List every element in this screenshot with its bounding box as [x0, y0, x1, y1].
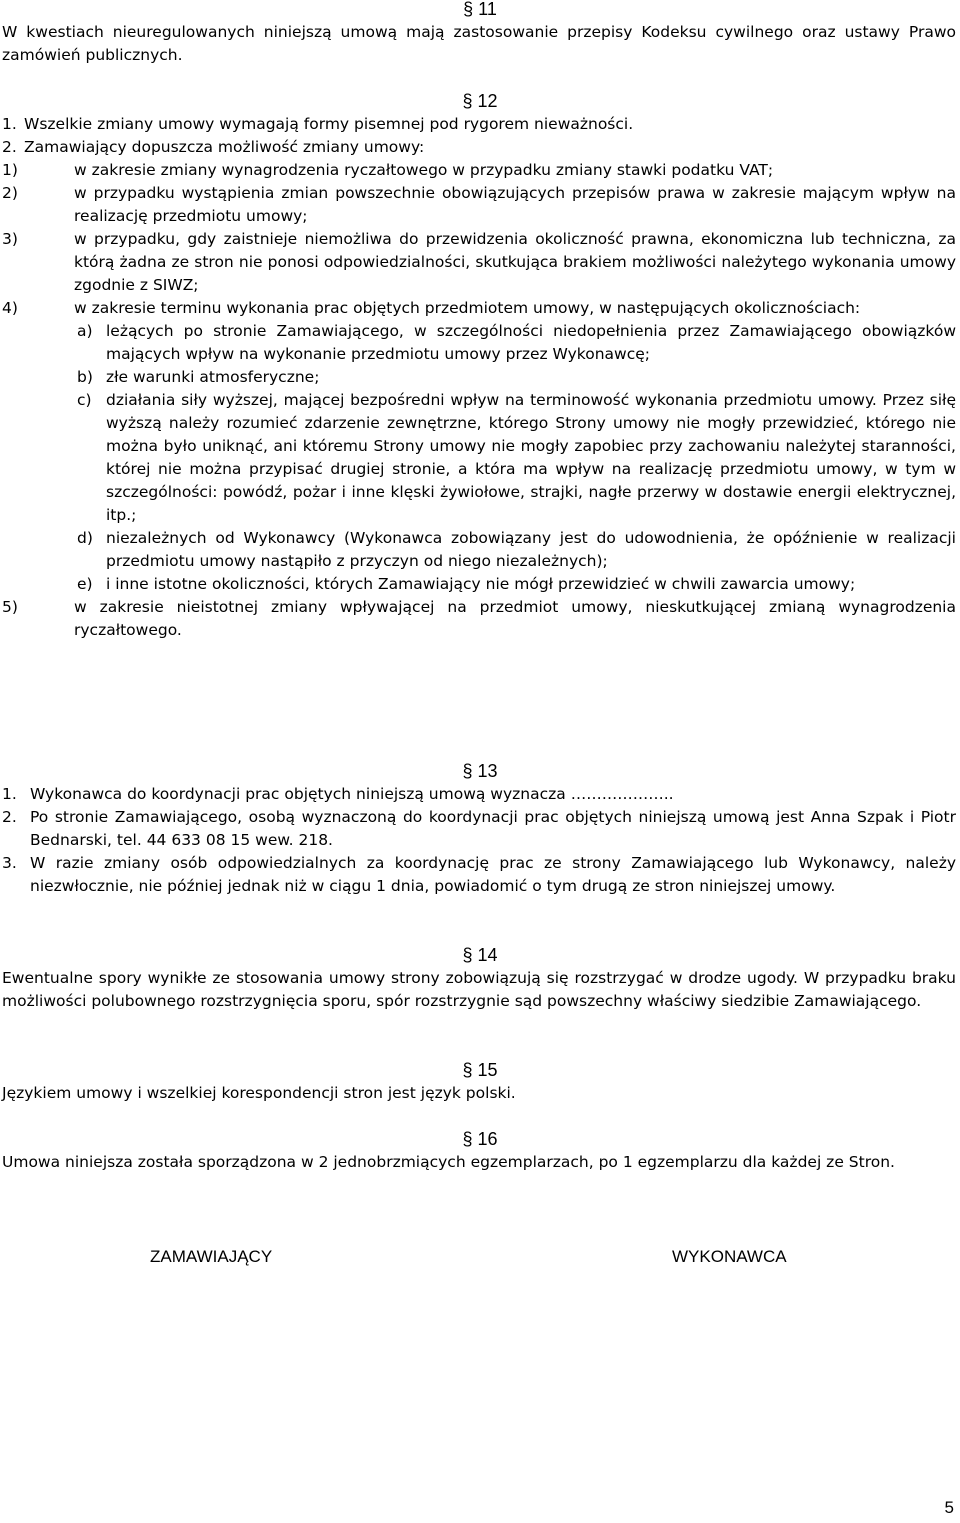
section-11-paragraph: W kwestiach nieuregulowanych niniejszą umową mają zastosowanie przepisy Kodeksu cywilnego oraz ustawy Prawo zamówień publicznych.	[2, 23, 956, 64]
clause-number: 1.	[2, 785, 17, 803]
clause-13-1	[2, 783, 956, 806]
sub-list-item	[2, 320, 956, 366]
section-16-heading: § 16	[462, 1129, 498, 1149]
section-15-paragraph: Językiem umowy i wszelkiej korespondencji stron jest język polski.	[2, 1084, 516, 1102]
section-12-body	[2, 113, 956, 642]
list-item-text: w przypadku, gdy zaistnieje niemożliwa do przewidzenia okoliczność prawna, ekonomiczna lub techniczna, za którą żadna ze stron nie ponosi odpowiedzialności, skutkująca brakiem możliwości należytego wykonania umowy zgodnie z SIWZ;	[74, 230, 956, 294]
section-13-heading: § 13	[462, 761, 498, 781]
sub-list-item-letter: c)	[77, 391, 92, 409]
section-16-text	[2, 1151, 956, 1174]
list-item	[2, 297, 956, 320]
clause-number: 2.	[2, 808, 17, 826]
sub-list-item-letter: b)	[77, 368, 93, 386]
sub-list-item-text: leżących po stronie Zamawiającego, w szczególności niedopełnienia przez Zamawiającego obowiązków mających wpływ na wykonanie przedmiotu umowy przez Wykonawcę;	[106, 322, 956, 363]
list-item-number: 3)	[2, 230, 18, 248]
sub-list-item-letter: d)	[77, 529, 93, 547]
section-16-paragraph: Umowa niniejsza została sporządzona w 2 jednobrzmiących egzemplarzach, po 1 egzemplarzu dla każdej ze Stron.	[2, 1153, 895, 1171]
clause-13-2	[2, 806, 956, 852]
section-14-heading: § 14	[462, 945, 498, 965]
sub-list-item	[2, 389, 956, 527]
clause-number: 1.	[2, 115, 17, 133]
list-item	[2, 182, 956, 228]
clause-12-2	[2, 136, 956, 159]
list-item-text: w zakresie terminu wykonania prac objętych przedmiotem umowy, w następujących okolicznościach:	[74, 299, 861, 317]
section-14-text	[2, 967, 956, 1013]
signature-label-contractor: WYKONAWCA	[672, 1247, 787, 1266]
section-14-paragraph: Ewentualne spory wynikłe ze stosowania umowy strony zobowiązują się rozstrzygać w drodze ugody. W przypadku braku możliwości polubownego rozstrzygnięcia sporu, spór rozstrzygnie sąd powszechny właściwy siedzibie Zamawiającego.	[2, 969, 956, 1010]
list-item-text: w zakresie nieistotnej zmiany wpływającej na przedmiot umowy, nieskutkującej zmianą wynagrodzenia ryczałtowego.	[74, 598, 956, 639]
clause-number: 3.	[2, 854, 17, 872]
clause-text: Wykonawca do koordynacji prac objętych niniejszą umową wyznacza ………………..	[30, 785, 674, 803]
clause-12-1	[2, 113, 956, 136]
list-item-text: w przypadku wystąpienia zmian powszechnie obowiązujących przepisów prawa w zakresie mającym wpływ na realizację przedmiotu umowy;	[74, 184, 956, 225]
list-item	[2, 159, 956, 182]
clause-13-3	[2, 852, 956, 898]
section-13-body	[2, 783, 956, 898]
clause-text: Po stronie Zamawiającego, osobą wyznaczoną do koordynacji prac objętych niniejszą umową jest Anna Szpak i Piotr Bednarski, tel. 44 633 08 15 wew. 218.	[30, 808, 956, 849]
sub-list-item-text: działania siły wyższej, mającej bezpośredni wpływ na terminowość wykonania przedmiotu umowy. Przez siłę wyższą należy rozumieć zdarzenie zewnętrzne, którego Strony umowy nie mogły przewidzieć, którego nie można było uniknąć, ani któremu Strony umowy nie mogły zapobiec przy zachowaniu należytej staranności, której nie można przypisać drugiej stronie, a która ma wpływ na realizację przedmiotu umowy, w tym w szczególności: powódź, pożar i inne klęski żywiołowe, strajki, nagłe przerwy w dostawie energii elektrycznej, itp.;	[106, 391, 956, 524]
clause-number: 2.	[2, 138, 17, 156]
clause-text: Wszelkie zmiany umowy wymagają formy pisemnej pod rygorem nieważności.	[24, 115, 634, 133]
section-11-text	[2, 21, 956, 67]
section-15-heading: § 15	[462, 1060, 498, 1080]
list-item-number: 4)	[2, 299, 18, 317]
list-item-number: 1)	[2, 161, 18, 179]
section-12-heading: § 12	[462, 91, 498, 111]
section-11-heading: § 11	[463, 0, 497, 19]
sub-list-item-text: niezależnych od Wykonawcy (Wykonawca zobowiązany jest do udowodnienia, że opóźnienie w realizacji przedmiotu umowy nastąpiło z przyczyn od niego niezależnych);	[106, 529, 956, 570]
sub-list-item-letter: e)	[77, 575, 93, 593]
sub-list-item	[2, 366, 956, 389]
clause-text: Zamawiający dopuszcza możliwość zmiany umowy:	[24, 138, 425, 156]
clause-text: W razie zmiany osób odpowiedzialnych za koordynację prac ze strony Zamawiającego lub Wykonawcy, należy niezwłocznie, nie później jednak niż w ciągu 1 dnia, powiadomić o tym drugą ze stron niniejszej umowy.	[30, 854, 956, 895]
page-number: 5	[944, 1498, 954, 1517]
section-15-text	[2, 1082, 956, 1105]
sub-list-item	[2, 573, 956, 596]
sub-list-item-text: złe warunki atmosferyczne;	[106, 368, 320, 386]
sub-list-item-text: i inne istotne okoliczności, których Zamawiający nie mógł przewidzieć w chwili zawarcia umowy;	[106, 575, 856, 593]
list-item-text: w zakresie zmiany wynagrodzenia ryczałtowego w przypadku zmiany stawki podatku VAT;	[74, 161, 774, 179]
signature-label-contracting-authority: ZAMAWIAJĄCY	[150, 1247, 273, 1266]
list-item	[2, 228, 956, 297]
sub-list-item	[2, 527, 956, 573]
sub-list-item-letter: a)	[77, 322, 93, 340]
list-item	[2, 596, 956, 642]
list-item-number: 5)	[2, 598, 18, 616]
list-item-number: 2)	[2, 184, 18, 202]
